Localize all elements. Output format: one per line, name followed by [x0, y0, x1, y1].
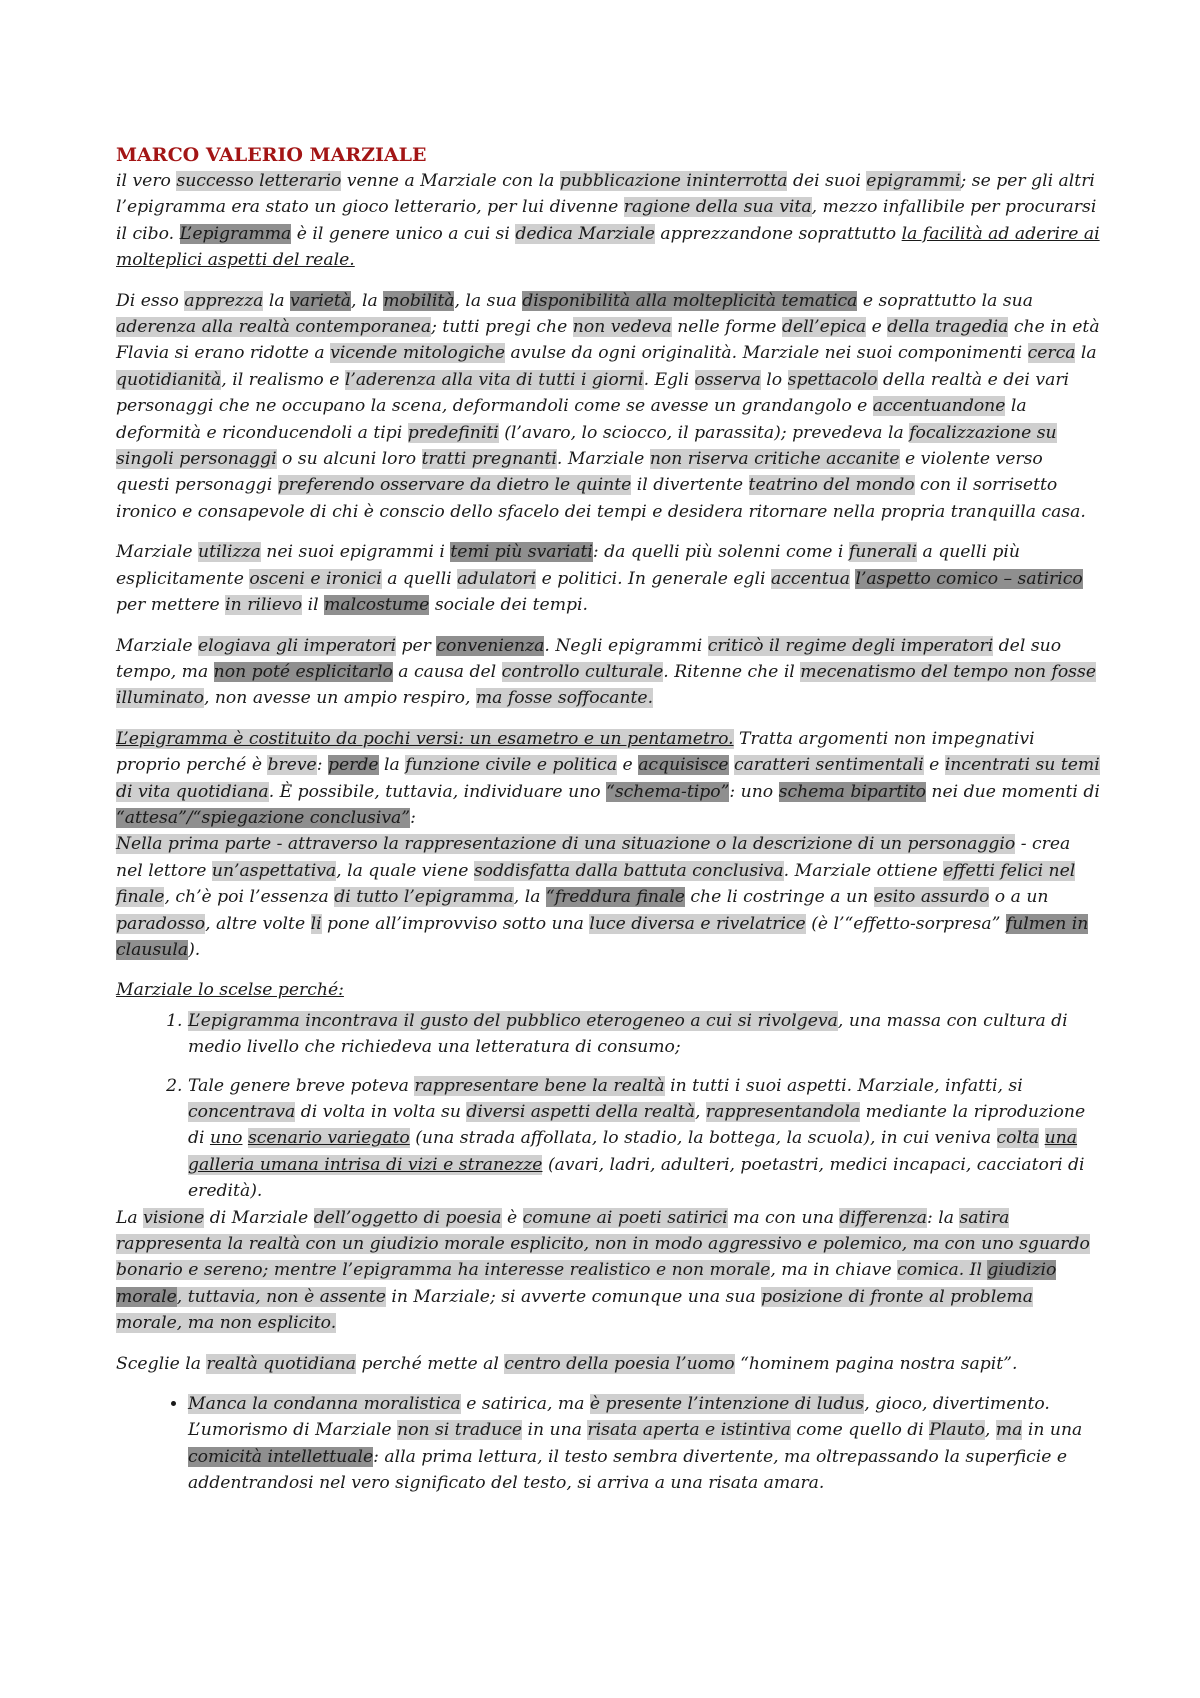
text-run: e — [923, 755, 945, 776]
highlighted-text: Manca la condanna moralistica — [188, 1394, 461, 1415]
text-run: e satirica, ma — [460, 1394, 590, 1415]
highlighted-text: pubblicazione ininterrotta — [559, 171, 788, 191]
list-item — [188, 1008, 1101, 1061]
text-run: del suo tempo, ma — [116, 635, 1062, 682]
text-run: . Negli epigrammi — [544, 635, 708, 656]
highlighted-text: osceni e ironici — [249, 568, 382, 589]
text-run: con il sorrisetto ironico e consapevole di chi è conscio dello sfacelo dei tempi e desidera ritornare nella propria tranquilla casa. — [116, 475, 1086, 522]
text-run: , il realismo e — [221, 369, 345, 390]
highlighted-text: diversi aspetti della realtà — [466, 1102, 695, 1122]
text-run: a causa del — [392, 661, 502, 682]
highlighted-text: breve — [267, 755, 317, 776]
highlighted-text: comune ai poeti satirici — [522, 1207, 728, 1228]
highlighted-text: osserva — [694, 369, 761, 390]
highlighted-text: spettacolo — [787, 369, 878, 390]
text-run: lo — [760, 369, 788, 390]
text-run: ma con una — [727, 1207, 840, 1228]
text-run: di volta in volta su — [295, 1102, 467, 1122]
highlighted-text: non poté esplicitarlo — [213, 661, 393, 682]
highlighted-text: l’aderenza alla vita di tutti i giorni — [344, 369, 644, 390]
text-run: ; se per gli altri l’epigramma era stato un gioco letterario, per lui divenne — [116, 171, 1095, 218]
highlighted-text: L’epigramma — [179, 223, 292, 244]
highlighted-text: dell’epica — [781, 317, 867, 338]
highlighted-text: rappresentandola — [705, 1102, 861, 1122]
highlighted-text: funerali — [848, 542, 918, 563]
highlighted-text: di fronte al problema morale, ma non esplicito. — [116, 1286, 1033, 1334]
highlighted-text: Il — [964, 1260, 988, 1281]
text-run: : uno — [729, 781, 779, 802]
highlighted-text: ma — [995, 1420, 1023, 1441]
reasons-list — [116, 1008, 1101, 1205]
highlighted-text: L’epigramma è costituito da pochi versi: un esametro e un pentametro. — [116, 728, 734, 749]
highlighted-text: caratteri sentimentali — [734, 755, 924, 776]
text-run: (l’avaro, lo sciocco, il parassita); prevedeva la — [498, 422, 910, 443]
highlighted-text: accentuandone — [872, 396, 1006, 417]
text-run: e soprattutto la sua — [857, 290, 1033, 311]
text-run: e violente verso questi personaggi — [116, 449, 1043, 496]
list-item — [188, 1073, 1101, 1205]
text-run: apprezzandone soprattutto — [654, 223, 902, 244]
highlighted-text: predefiniti — [407, 422, 499, 443]
highlighted-text: focalizzazione su singoli personaggi — [116, 422, 1057, 470]
text-run: (avari, ladri, adulteri, poetastri, medici incapaci, cacciatori di eredità). — [188, 1154, 1085, 1202]
highlighted-text: realtà quotidiana — [206, 1353, 357, 1374]
highlighted-text: ragione della sua vita — [623, 197, 812, 218]
text-run: La — [116, 1207, 144, 1228]
highlighted-text: convenienza — [436, 635, 545, 656]
text-run: e — [866, 317, 888, 338]
paragraph-topics — [116, 539, 1101, 618]
text-run: , altre volte — [205, 913, 311, 934]
paragraph-vision — [116, 1205, 1101, 1337]
text-run: la facilità ad aderire ai molteplici aspetti del reale. — [116, 223, 1100, 271]
paragraph-themes — [116, 288, 1101, 526]
highlighted-text: rappresenta la realtà con un giudizio morale esplicito, non in modo aggressivo e polemico, ma con uno sguardo bonario e sereno; mentre — [116, 1234, 1090, 1281]
highlighted-text: cerca — [1027, 343, 1076, 364]
text-run: il — [302, 595, 325, 616]
text-run: Tratta argomenti non impegnativi proprio perché è — [116, 728, 1035, 776]
text-run: Marziale — [116, 635, 198, 656]
text-run: , la quale viene — [336, 860, 474, 881]
highlighted-text: utilizza — [198, 542, 261, 563]
document-page — [116, 144, 1101, 1497]
highlighted-text: varietà — [290, 290, 352, 311]
text-run: , una massa con cultura di medio livello che richiedeva una letteratura di consumo; — [188, 1010, 1068, 1058]
highlighted-text: l’aspetto comico – satirico — [855, 568, 1083, 589]
highlighted-text: dell’oggetto di poesia — [313, 1207, 502, 1228]
text-run — [1039, 1128, 1044, 1148]
highlighted-text: effetti felici nel finale — [116, 860, 1076, 908]
text-run: Tale genere breve poteva — [188, 1075, 415, 1096]
text-run: - crea nel lettore — [116, 834, 1071, 881]
text-run: di Marziale — [204, 1207, 314, 1228]
text-run: : — [316, 755, 328, 776]
highlighted-text: schema bipartito — [778, 781, 926, 802]
text-run: nei due momenti di — [925, 781, 1100, 802]
highlighted-text: incentrati su temi di vita quotidiana — [116, 755, 1100, 802]
highlighted-text: dedica Marziale — [515, 223, 655, 244]
highlighted-text: rappresentare bene la realtà — [414, 1075, 665, 1096]
paragraph-first-part — [116, 831, 1101, 963]
text-run: o su alcuni loro — [276, 449, 422, 470]
text-run: , ch’è poi l’essenza — [164, 887, 335, 908]
text-run: , ma in chiave — [770, 1260, 898, 1281]
highlighted-text: risata aperta e istintiva — [587, 1420, 791, 1441]
list-item — [188, 1391, 1101, 1497]
highlighted-text: differenza — [839, 1207, 928, 1228]
highlighted-text: non riserva critiche accanite — [649, 449, 900, 470]
highlighted-text: fulmen in clausula — [116, 913, 1089, 960]
highlighted-text: visione — [143, 1207, 205, 1228]
text-run: in una — [522, 1420, 588, 1441]
highlighted-text: epigrammi — [866, 171, 961, 191]
highlighted-text: perde — [328, 755, 379, 776]
highlighted-text: concentrava — [188, 1102, 296, 1122]
text-run: che in età Flavia si erano ridotte a — [116, 317, 1100, 364]
text-run: è il genere unico a cui si — [291, 223, 516, 244]
highlighted-text: adulatori — [457, 568, 537, 589]
text-run: mediante la riproduzione di — [188, 1102, 1086, 1149]
highlighted-text: colta — [996, 1128, 1040, 1149]
highlighted-text: paradosso — [116, 913, 206, 934]
highlighted-text: centro della poesia l’uomo — [504, 1353, 735, 1374]
text-run: in Marziale; si avverte comunque una sua — [385, 1286, 762, 1307]
highlighted-text: posizione — [761, 1286, 843, 1307]
text-run: per mettere — [116, 595, 226, 616]
highlighted-text: “freddura finale — [545, 887, 685, 908]
text-run: il vero — [116, 171, 177, 191]
text-run: Marziale — [116, 542, 198, 563]
highlighted-text: comica. — [897, 1260, 965, 1281]
text-run: che li costringe a un — [684, 887, 874, 908]
text-run: (una strada affollata, lo stadio, la bottega, la scuola), in cui veniva — [409, 1128, 997, 1149]
highlighted-text: Nella prima parte - attraverso la — [116, 834, 405, 855]
text-run: ; tutti pregi che — [431, 317, 573, 338]
highlighted-text: funzione civile e politica — [405, 755, 618, 776]
highlighted-text: satira — [959, 1207, 1010, 1228]
paragraph-structure — [116, 726, 1101, 832]
text-run: , — [694, 1102, 706, 1122]
highlighted-text: preferendo osservare da dietro le quinte — [277, 475, 632, 496]
text-run: della realtà e dei vari personaggi che ne occupano la scena, deformandoli come se avesse un grandangolo e — [116, 369, 1070, 417]
text-run: . Egli — [643, 369, 695, 390]
highlighted-text: non vedeva — [572, 317, 672, 338]
text-run: avulse da ogni originalità. Marziale nei suoi componimenti — [505, 343, 1028, 364]
highlighted-text: mecenatismo del tempo non fosse illuminato — [116, 661, 1096, 709]
text-run: in una — [1022, 1420, 1083, 1441]
paragraph-choice — [116, 1351, 1101, 1377]
highlighted-text: criticò il regime degli imperatori — [707, 635, 994, 656]
text-run: “hominem pagina nostra sapit”. — [734, 1353, 1018, 1374]
highlighted-text: Plauto — [929, 1420, 985, 1441]
highlighted-text: scenario variegato — [247, 1128, 410, 1149]
highlighted-text: ma fosse soffocante. — [475, 688, 654, 709]
highlighted-text: mobilità — [383, 290, 455, 311]
bullet-list — [116, 1391, 1101, 1497]
text-run: : — [410, 807, 416, 828]
text-run: : da quelli più solenni come i — [592, 542, 849, 563]
text-run: nelle forme — [671, 317, 782, 338]
text-run: per — [396, 635, 437, 656]
highlighted-text: l’epigramma ha interesse realistico e non morale — [342, 1260, 771, 1281]
highlighted-text: una galleria umana intrisa di vizi e stranezze — [188, 1128, 1078, 1175]
highlighted-text: apprezza — [184, 290, 264, 311]
text-run: a quelli più esplicitamente — [116, 542, 1020, 589]
text-run: e — [617, 755, 639, 776]
paragraph-emperors — [116, 633, 1101, 712]
highlighted-text: controllo culturale — [501, 661, 664, 682]
highlighted-text: comicità intellettuale — [188, 1446, 374, 1467]
text-run: il divertente — [631, 475, 749, 496]
highlighted-text: di tutto l’epigramma — [334, 887, 514, 908]
text-run: , la — [351, 290, 384, 311]
text-run: , mezzo infallibile per procurarsi il cibo. — [116, 197, 1097, 244]
highlighted-text: temi più svariati — [450, 542, 593, 563]
highlighted-text: non si traduce — [397, 1420, 523, 1441]
highlighted-text: disponibilità alla molteplicità tematica — [522, 290, 858, 311]
highlighted-text: L’epigramma incontrava il gusto del pubblico eterogeneo a cui si rivolgeva — [188, 1010, 838, 1031]
text-run: è — [501, 1207, 523, 1228]
paragraph-intro — [116, 168, 1101, 274]
text-run: a quelli — [381, 568, 458, 589]
highlighted-text: quotidianità — [116, 369, 222, 390]
highlighted-text: elogiava gli imperatori — [198, 635, 397, 656]
highlighted-text: esito assurdo — [873, 887, 990, 908]
text-run: e politici. In generale egli — [536, 568, 772, 589]
text-run: , — [984, 1420, 996, 1441]
text-run: : alla prima lettura, il testo sembra divertente, ma oltrepassando la superficie e addentrandosi nel vero significato del testo, si arriva a una risata amara. — [188, 1446, 1068, 1494]
text-run: . È possibile, tuttavia, individuare uno — [268, 781, 607, 802]
highlighted-text: soddisfatta dalla battuta conclusiva — [473, 860, 784, 881]
text-run: uno — [209, 1128, 243, 1149]
text-run: . Marziale — [556, 449, 650, 470]
highlighted-text: in rilievo — [225, 595, 303, 616]
highlighted-text: rappresentazione di una situazione o la descrizione di un personaggio — [404, 834, 1016, 855]
highlighted-text: un’aspettativa — [211, 860, 337, 881]
text-run: la deformità e riconducendoli a tipi — [116, 396, 1027, 443]
text-run: ). — [188, 939, 201, 960]
text-run: (è l’“effetto-sorpresa” — [805, 913, 1006, 934]
text-run: in tutti i suoi aspetti. Marziale, infatti, si — [664, 1075, 1023, 1096]
list-lead: Marziale lo scelse perché: — [116, 980, 344, 1001]
highlighted-text: accentua — [771, 568, 850, 589]
text-run: dei suoi — [787, 171, 867, 191]
highlighted-text: li — [310, 913, 322, 934]
text-run: sociale dei tempi. — [429, 595, 588, 616]
text-run: o a un — [989, 887, 1049, 908]
highlighted-text: “schema-tipo” — [606, 781, 730, 802]
highlighted-text: giudizio morale — [116, 1260, 1057, 1307]
text-run: nei suoi epigrammi i — [260, 542, 451, 563]
text-run: . Ritenne che il — [663, 661, 801, 682]
text-run: : la — [927, 1207, 960, 1228]
highlighted-text: è presente l’intenzione di ludus — [589, 1394, 865, 1415]
text-run: perché mette al — [356, 1353, 505, 1374]
text-run: Sceglie la — [116, 1353, 207, 1374]
highlighted-text: teatrino del mondo — [748, 475, 915, 496]
highlighted-text: acquisisce — [638, 755, 729, 776]
text-run: la — [1075, 343, 1097, 364]
highlighted-text: assente — [319, 1286, 386, 1307]
text-run: . Marziale ottiene — [783, 860, 944, 881]
highlighted-text: vicende mitologiche — [330, 343, 506, 364]
highlighted-text: aderenza alla realtà contemporanea — [116, 317, 432, 338]
highlighted-text: della tragedia — [887, 317, 1009, 338]
text-run: Di esso — [116, 290, 185, 311]
highlighted-text: luce diversa e rivelatrice — [589, 913, 806, 934]
highlighted-text: , tuttavia, non è — [176, 1286, 320, 1307]
highlighted-text: “attesa”/“spiegazione conclusiva” — [116, 807, 411, 828]
text-run: la — [378, 755, 406, 776]
highlighted-text: successo letterario — [176, 171, 342, 191]
text-run: , non avesse un ampio respiro, — [203, 688, 476, 709]
text-run: come quello di — [790, 1420, 930, 1441]
text-run: , la — [513, 887, 546, 908]
highlighted-text: tratti pregnanti — [421, 449, 557, 470]
text-run: la — [263, 290, 291, 311]
text-run: , la sua — [454, 290, 523, 311]
highlighted-text: malcostume — [324, 595, 430, 616]
text-run: venne a Marziale con la — [341, 171, 560, 191]
page-title: MARCO VALERIO MARZIALE — [116, 144, 427, 166]
text-run: pone all’improvviso sotto una — [321, 913, 590, 934]
text-run: , gioco, divertimento. L’umorismo di Marziale — [188, 1394, 1050, 1441]
